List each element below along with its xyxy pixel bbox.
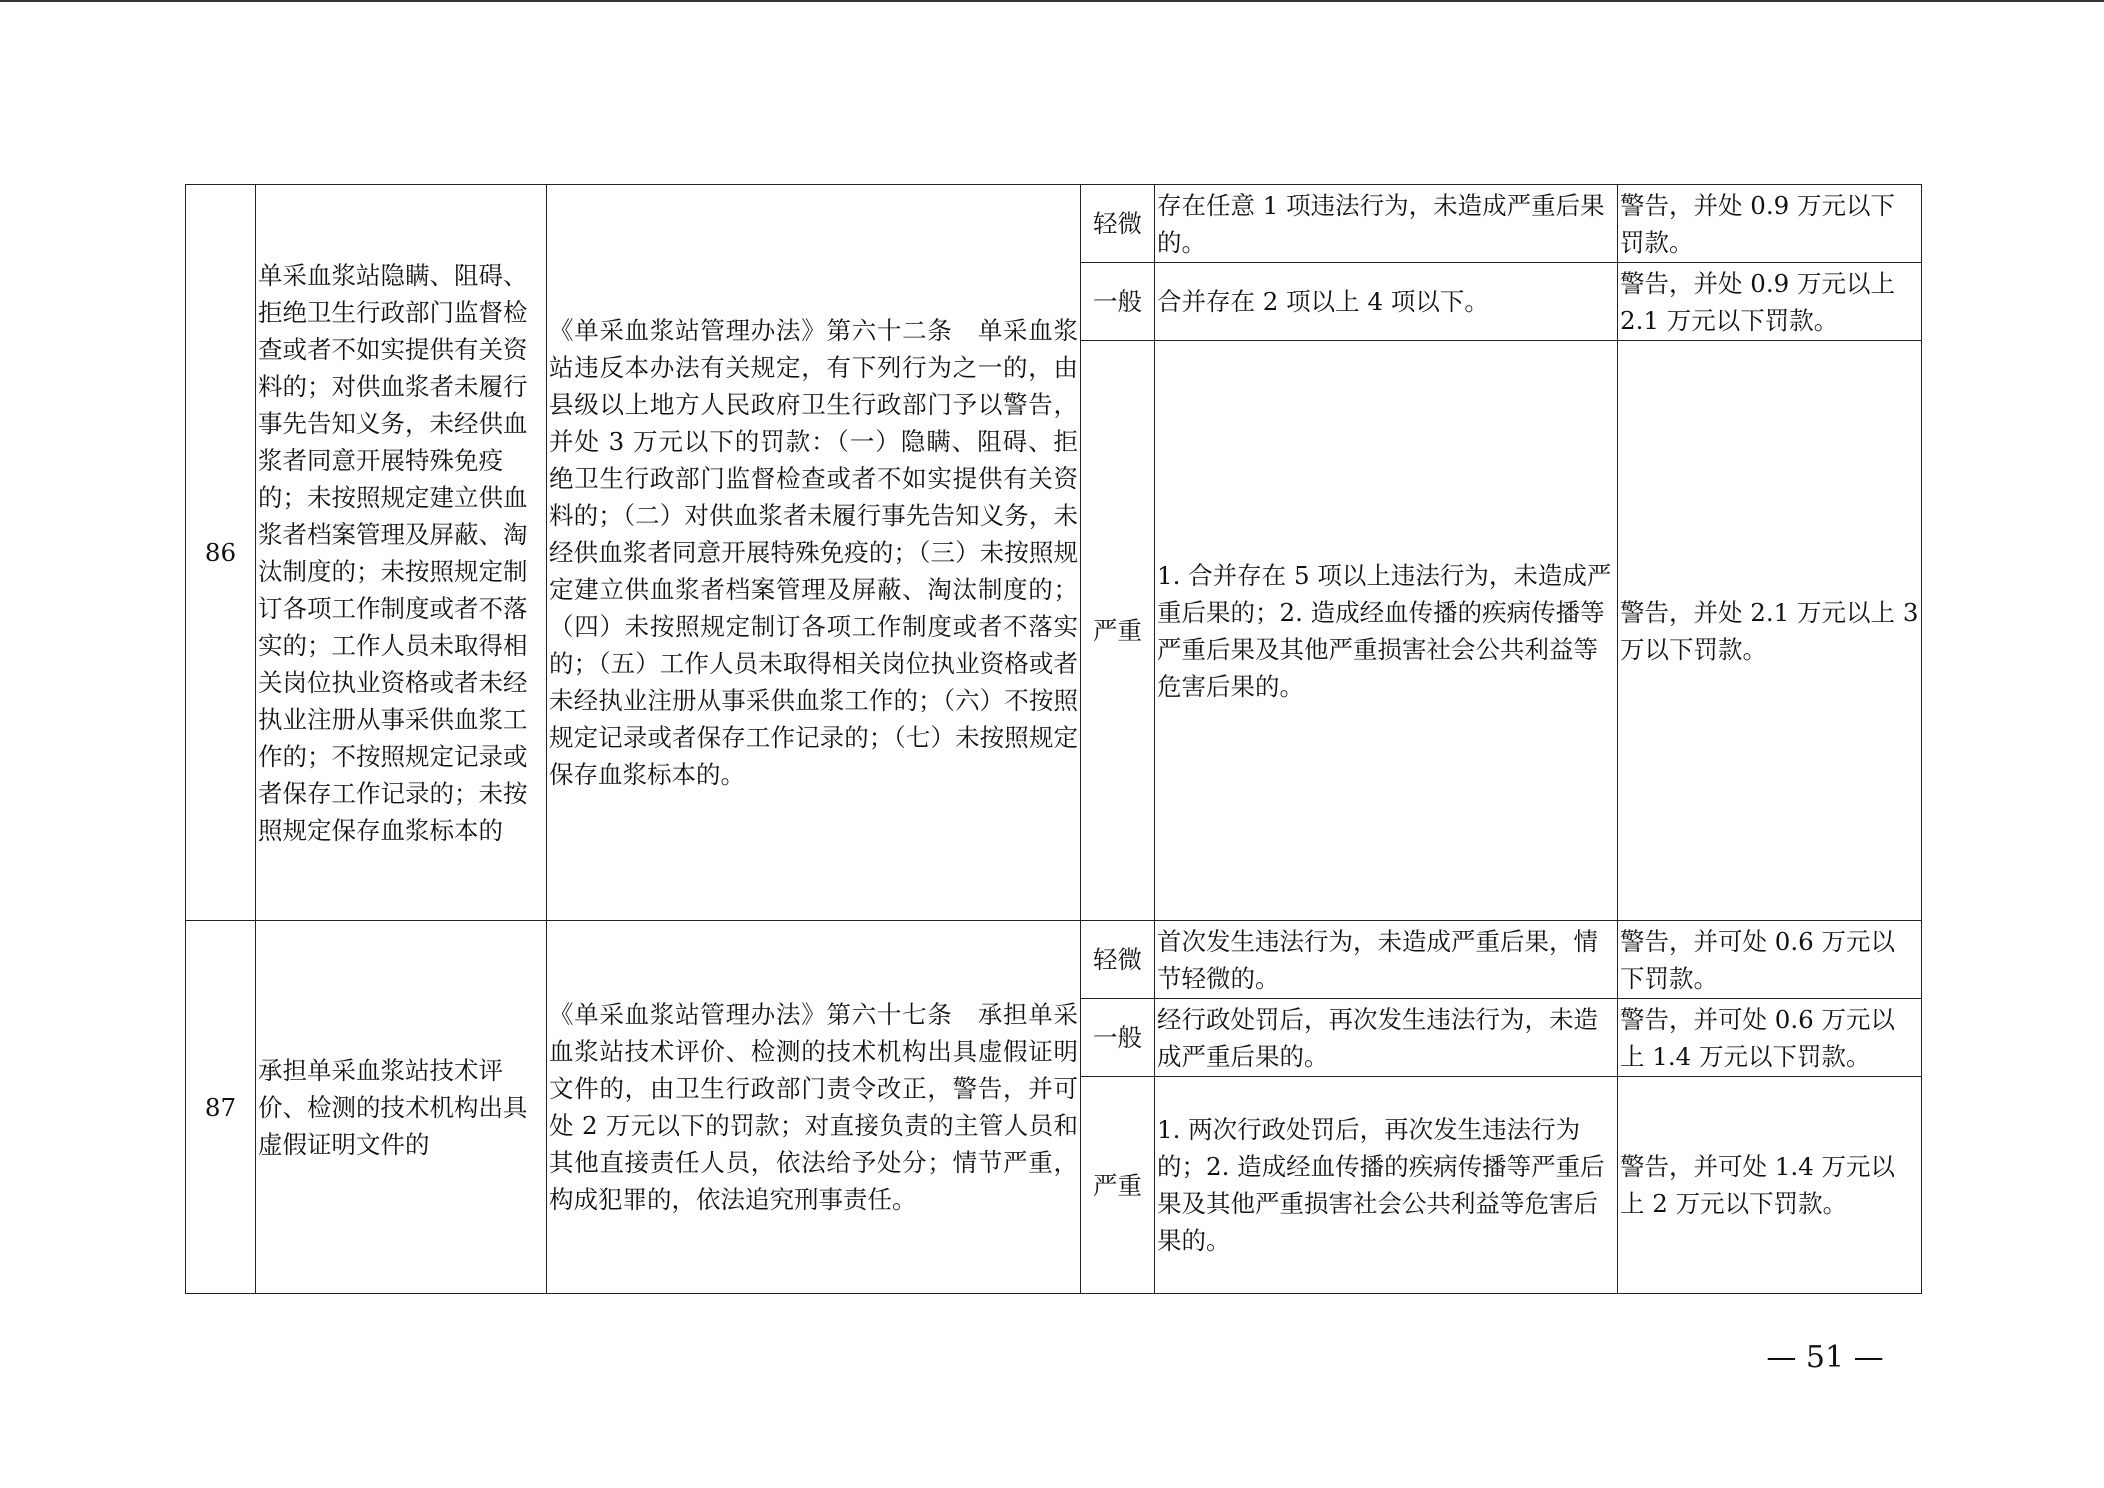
legal-basis: 《单采血浆站管理办法》第六十七条 承担单采血浆站技术评价、检测的技术机构出具虚假证明文件的，由卫生行政部门责令改正，警告，并可处 2 万元以下的罚款；对直接负责的主管人员和其他直接责任人员，依法给予处分；情节严重，构成犯罪的，依法追究刑事责任。 (547, 921, 1081, 1294)
item-number: 87 (186, 921, 256, 1294)
circumstance: 首次发生违法行为，未造成严重后果，情节轻微的。 (1155, 921, 1618, 999)
table-row (186, 185, 1922, 263)
legal-basis: 《单采血浆站管理办法》第六十二条 单采血浆站违反本办法有关规定，有下列行为之一的，由县级以上地方人民政府卫生行政部门予以警告，并处 3 万元以下的罚款：（一）隐瞒、阻碍、拒绝卫生行政部门监督检查或者不如实提供有关资料的；（二）对供血浆者未履行事先告知义务，未经供血浆者同意开展特殊免疫的；（三）未按照规定建立供血浆者档案管理及屏蔽、淘汰制度的；（四）未按照规定制订各项工作制度或者不落实的；（五）工作人员未取得相关岗位执业资格或者未经执业注册从事采供血浆工作的；（六）不按照规定记录或者保存工作记录的；（七）未按照规定保存血浆标本的。 (547, 185, 1081, 921)
top-border-line (0, 0, 2104, 2)
penalty: 警告，并处 2.1 万元以上 3 万以下罚款。 (1618, 341, 1922, 921)
item-number: 86 (186, 185, 256, 921)
circumstance: 1. 合并存在 5 项以上违法行为，未造成严重后果的；2. 造成经血传播的疾病传播等严重后果及其他严重损害社会公共利益等危害后果的。 (1155, 341, 1618, 921)
penalty: 警告，并可处 0.6 万元以下罚款。 (1618, 921, 1922, 999)
penalty-standard-table (185, 184, 1922, 1294)
severity-level: 一般 (1081, 999, 1155, 1077)
severity-level: 严重 (1081, 341, 1155, 921)
circumstance: 1. 两次行政处罚后，再次发生违法行为的；2. 造成经血传播的疾病传播等严重后果及其他严重损害社会公共利益等危害后果的。 (1155, 1077, 1618, 1294)
penalty: 警告，并可处 0.6 万元以上 1.4 万元以下罚款。 (1618, 999, 1922, 1077)
penalty: 警告，并处 0.9 万元以上 2.1 万元以下罚款。 (1618, 263, 1922, 341)
penalty: 警告，并处 0.9 万元以下罚款。 (1618, 185, 1922, 263)
circumstance: 经行政处罚后，再次发生违法行为，未造成严重后果的。 (1155, 999, 1618, 1077)
severity-level: 严重 (1081, 1077, 1155, 1294)
severity-level: 轻微 (1081, 185, 1155, 263)
circumstance: 合并存在 2 项以上 4 项以下。 (1155, 263, 1618, 341)
penalty: 警告，并可处 1.4 万元以上 2 万元以下罚款。 (1618, 1077, 1922, 1294)
table-row (186, 921, 1922, 999)
severity-level: 一般 (1081, 263, 1155, 341)
violation-description: 承担单采血浆站技术评价、检测的技术机构出具虚假证明文件的 (256, 921, 547, 1294)
violation-description: 单采血浆站隐瞒、阻碍、拒绝卫生行政部门监督检查或者不如实提供有关资料的；对供血浆者未履行事先告知义务，未经供血浆者同意开展特殊免疫的；未按照规定建立供血浆者档案管理及屏蔽、淘汰制度的；未按照规定制订各项工作制度或者不落实的；工作人员未取得相关岗位执业资格或者未经执业注册从事采供血浆工作的；不按照规定记录或者保存工作记录的；未按照规定保存血浆标本的 (256, 185, 547, 921)
page-number: — 51 — (1766, 1340, 1884, 1375)
circumstance: 存在任意 1 项违法行为，未造成严重后果的。 (1155, 185, 1618, 263)
severity-level: 轻微 (1081, 921, 1155, 999)
